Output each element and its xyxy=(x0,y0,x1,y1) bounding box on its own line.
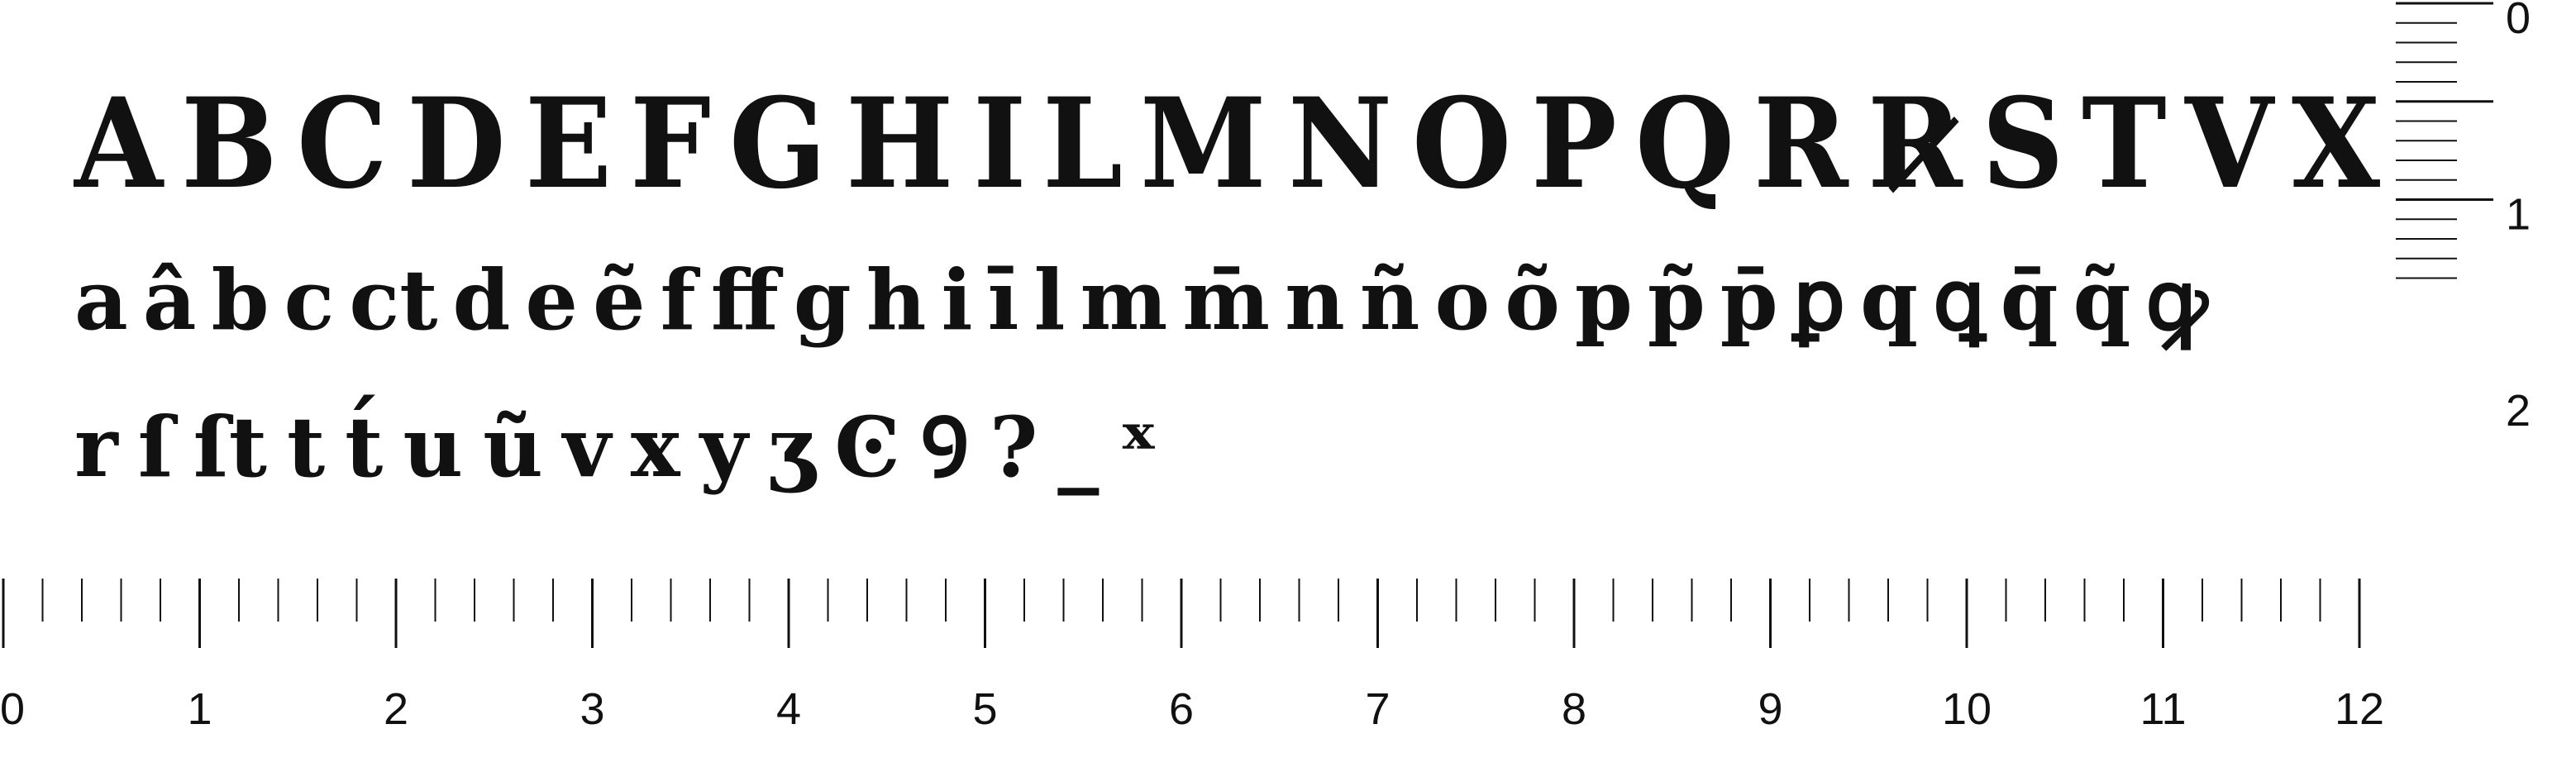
glyph: q̃ xyxy=(2073,251,2131,349)
ruler-label: 1 xyxy=(2505,189,2531,240)
ruler-label: 5 xyxy=(972,684,998,734)
glyph: D xyxy=(406,71,506,217)
glyph: R xyxy=(1753,71,1849,217)
glyph: E xyxy=(524,71,612,217)
glyph: d xyxy=(452,251,511,349)
ruler-label: 0 xyxy=(0,684,26,734)
ruler-label: 9 xyxy=(1758,684,1783,734)
glyph: S xyxy=(1981,71,2064,217)
ruler-label: 12 xyxy=(2334,684,2385,734)
glyph: V xyxy=(2184,71,2273,217)
ruler-label: 1 xyxy=(187,684,212,734)
vertical-ruler xyxy=(2381,0,2576,579)
glyph: ˣ xyxy=(1119,398,1158,496)
ruler-label: 6 xyxy=(1168,684,1195,734)
ruler-label: 0 xyxy=(2505,0,2531,43)
glyph: q̄ xyxy=(2000,251,2058,349)
glyph: O xyxy=(1412,71,1512,217)
glyph: g xyxy=(793,251,852,349)
glyph: P xyxy=(1530,71,1617,217)
glyph: ct xyxy=(349,251,438,349)
glyph: e xyxy=(525,251,579,349)
ruler-label: 8 xyxy=(1561,684,1587,734)
glyph: ꝙ xyxy=(2145,251,2208,349)
glyph: ? xyxy=(989,398,1038,496)
glyph: Ꝯ xyxy=(920,398,970,496)
glyph: L xyxy=(1042,71,1123,217)
horizontal-ruler xyxy=(0,562,2397,760)
glyph: ũ xyxy=(483,398,543,496)
glyph: i xyxy=(941,251,973,349)
ruler-label: 7 xyxy=(1365,684,1391,734)
glyph: Q xyxy=(1634,71,1734,217)
glyph: ꝑ xyxy=(1792,251,1846,349)
glyph: q xyxy=(1860,251,1919,349)
uppercase-row xyxy=(74,71,2398,217)
vertical-ruler-labels xyxy=(2506,0,2531,436)
glyph: A xyxy=(74,71,164,217)
glyph: ꝗ xyxy=(1933,251,1986,349)
glyph: o xyxy=(1434,251,1491,349)
vertical-ruler-ticks xyxy=(2396,3,2493,279)
glyph: p̄ xyxy=(1720,251,1778,349)
glyph: ẽ xyxy=(593,251,646,349)
horizontal-ruler-labels xyxy=(0,684,2384,734)
glyph: f xyxy=(660,251,696,349)
glyph: h xyxy=(866,251,927,349)
glyph: p xyxy=(1574,251,1633,349)
glyph: F xyxy=(630,71,711,217)
ruler-label: 4 xyxy=(775,684,802,734)
glyph: M xyxy=(1139,71,1267,217)
glyph: ſt xyxy=(193,398,267,496)
glyph: H xyxy=(845,71,954,217)
glyph: ñ xyxy=(1359,251,1420,349)
glyph: X xyxy=(2291,71,2381,217)
lowercase-row xyxy=(74,241,2223,354)
glyph: I xyxy=(973,71,1027,217)
glyph: x xyxy=(630,398,680,496)
glyph: v xyxy=(562,398,611,496)
glyph: b xyxy=(211,251,270,349)
glyph: a xyxy=(74,251,128,349)
glyph: ʒ xyxy=(767,398,815,496)
glyph: _ xyxy=(1057,398,1100,496)
ruler-label: 2 xyxy=(2505,386,2531,436)
glyph: R̷ xyxy=(1867,71,1963,217)
glyph: p̃ xyxy=(1647,251,1705,349)
glyph: T xyxy=(2081,71,2167,217)
glyph: B xyxy=(181,71,279,217)
glyph: ff xyxy=(710,251,779,349)
glyph: y xyxy=(699,398,748,496)
ruler-label: 11 xyxy=(2140,684,2187,734)
glyph: G xyxy=(728,71,827,217)
ruler-label: 10 xyxy=(1941,684,1992,734)
glyph: n xyxy=(1285,251,1345,349)
glyph: t́ xyxy=(345,398,384,496)
other-glyphs-row xyxy=(74,388,1178,501)
glyph: m̄ xyxy=(1182,251,1271,349)
glyph: õ xyxy=(1505,251,1560,349)
ruler-label: 3 xyxy=(580,684,605,734)
glyph: ī xyxy=(987,251,1019,349)
glyph: â xyxy=(142,251,197,349)
glyph: Ͼ xyxy=(834,398,901,496)
horizontal-ruler-ticks xyxy=(3,579,2359,648)
glyph: m xyxy=(1080,251,1168,349)
glyph: c xyxy=(284,251,335,349)
glyph: t xyxy=(286,398,326,496)
glyph: r xyxy=(74,398,118,496)
glyph: u xyxy=(403,398,464,496)
glyph: ſ xyxy=(137,398,174,496)
glyph: l xyxy=(1033,251,1066,349)
ruler-label: 2 xyxy=(383,684,409,734)
glyph: N xyxy=(1288,71,1393,217)
glyph: C xyxy=(297,71,389,217)
